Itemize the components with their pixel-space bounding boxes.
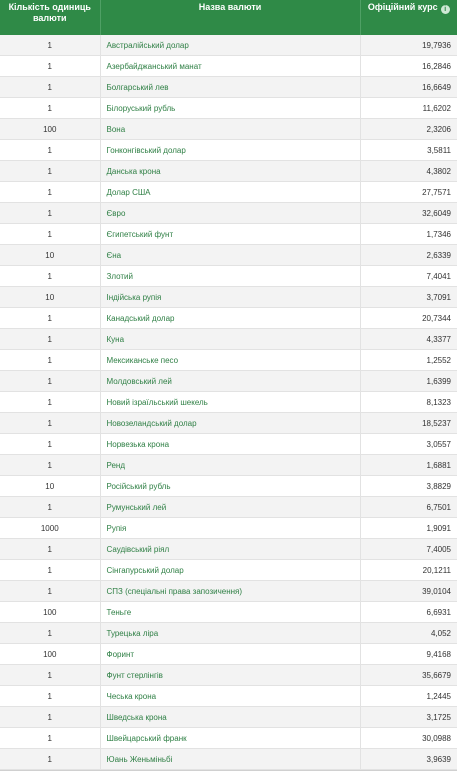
table-row bbox=[0, 308, 457, 329]
currency-name-cell[interactable]: Теньге bbox=[100, 602, 360, 623]
units-cell: 1 bbox=[0, 623, 100, 644]
currency-name-cell[interactable]: Долар США bbox=[100, 182, 360, 203]
currency-name-cell[interactable]: Вона bbox=[100, 119, 360, 140]
rate-cell: 7,4041 bbox=[360, 266, 457, 287]
currency-name-cell[interactable]: Російський рубль bbox=[100, 476, 360, 497]
units-cell: 1 bbox=[0, 686, 100, 707]
rate-cell: 16,6649 bbox=[360, 77, 457, 98]
table-row bbox=[0, 434, 457, 455]
table-row bbox=[0, 203, 457, 224]
table-row bbox=[0, 602, 457, 623]
units-cell: 1 bbox=[0, 77, 100, 98]
table-row bbox=[0, 182, 457, 203]
currency-name-cell[interactable]: Ренд bbox=[100, 455, 360, 476]
units-cell: 1 bbox=[0, 35, 100, 56]
rate-cell: 3,9639 bbox=[360, 749, 457, 770]
currency-name-cell[interactable]: Єна bbox=[100, 245, 360, 266]
rate-cell: 1,6399 bbox=[360, 371, 457, 392]
rate-cell: 32,6049 bbox=[360, 203, 457, 224]
table-row bbox=[0, 686, 457, 707]
rate-cell: 2,3206 bbox=[360, 119, 457, 140]
currency-name-cell[interactable]: Білоруський рубль bbox=[100, 98, 360, 119]
table-row bbox=[0, 77, 457, 98]
currency-name-cell[interactable]: Форинт bbox=[100, 644, 360, 665]
currency-name-cell[interactable]: Єгипетський фунт bbox=[100, 224, 360, 245]
units-cell: 1 bbox=[0, 224, 100, 245]
rate-cell: 8,1323 bbox=[360, 392, 457, 413]
rate-cell: 39,0104 bbox=[360, 581, 457, 602]
units-cell: 1 bbox=[0, 329, 100, 350]
rate-cell: 6,7501 bbox=[360, 497, 457, 518]
units-cell: 1 bbox=[0, 308, 100, 329]
table-row bbox=[0, 749, 457, 770]
units-cell: 100 bbox=[0, 119, 100, 140]
currency-name-cell[interactable]: Молдовський лей bbox=[100, 371, 360, 392]
table-row bbox=[0, 455, 457, 476]
units-header-label: Кількість одиниць валюти bbox=[8, 2, 91, 23]
currency-name-cell[interactable]: Болгарський лев bbox=[100, 77, 360, 98]
rate-cell: 18,5237 bbox=[360, 413, 457, 434]
rate-cell: 20,1211 bbox=[360, 560, 457, 581]
table-row bbox=[0, 119, 457, 140]
table-row bbox=[0, 707, 457, 728]
rate-cell: 6,6931 bbox=[360, 602, 457, 623]
units-cell: 1 bbox=[0, 749, 100, 770]
currency-name-cell[interactable]: Новий ізраїльський шекель bbox=[100, 392, 360, 413]
rate-cell: 30,0988 bbox=[360, 728, 457, 749]
units-cell: 1 bbox=[0, 140, 100, 161]
table-row bbox=[0, 56, 457, 77]
table-row bbox=[0, 623, 457, 644]
rate-cell: 4,3802 bbox=[360, 161, 457, 182]
units-cell: 1 bbox=[0, 392, 100, 413]
rate-cell: 35,6679 bbox=[360, 665, 457, 686]
name-header-label: Назва валюти bbox=[198, 2, 262, 12]
table-row bbox=[0, 245, 457, 266]
table-row bbox=[0, 497, 457, 518]
units-cell: 1 bbox=[0, 203, 100, 224]
rate-cell: 16,2846 bbox=[360, 56, 457, 77]
currency-name-cell[interactable]: Мексиканське песо bbox=[100, 350, 360, 371]
currency-name-cell[interactable]: Сінгапурський долар bbox=[100, 560, 360, 581]
units-cell: 1 bbox=[0, 161, 100, 182]
units-cell: 10 bbox=[0, 245, 100, 266]
rate-cell: 11,6202 bbox=[360, 98, 457, 119]
units-cell: 1 bbox=[0, 455, 100, 476]
rate-cell: 1,9091 bbox=[360, 518, 457, 539]
currency-name-cell[interactable]: Гонконгівський долар bbox=[100, 140, 360, 161]
table-bottom-divider bbox=[0, 770, 457, 771]
currency-name-cell[interactable]: Турецька ліра bbox=[100, 623, 360, 644]
currency-name-cell[interactable]: Індійська рупія bbox=[100, 287, 360, 308]
currency-name-cell[interactable]: Австралійський долар bbox=[100, 35, 360, 56]
currency-name-cell[interactable]: Шведська крона bbox=[100, 707, 360, 728]
table-row bbox=[0, 161, 457, 182]
rate-cell: 1,2445 bbox=[360, 686, 457, 707]
column-header-rate[interactable] bbox=[360, 0, 457, 35]
currency-name-cell[interactable]: Юань Женьміньбі bbox=[100, 749, 360, 770]
table-row bbox=[0, 539, 457, 560]
rate-cell: 3,5811 bbox=[360, 140, 457, 161]
table-row bbox=[0, 98, 457, 119]
currency-name-cell[interactable]: Канадський долар bbox=[100, 308, 360, 329]
units-cell: 10 bbox=[0, 287, 100, 308]
currency-name-cell[interactable]: Рупія bbox=[100, 518, 360, 539]
rate-cell: 9,4168 bbox=[360, 644, 457, 665]
table-row bbox=[0, 644, 457, 665]
rate-cell: 2,6339 bbox=[360, 245, 457, 266]
units-cell: 1 bbox=[0, 728, 100, 749]
units-cell: 100 bbox=[0, 602, 100, 623]
rate-cell: 4,052 bbox=[360, 623, 457, 644]
currency-name-cell[interactable]: Данська крона bbox=[100, 161, 360, 182]
rate-cell: 20,7344 bbox=[360, 308, 457, 329]
currency-name-cell[interactable]: Румунський лей bbox=[100, 497, 360, 518]
units-cell: 10 bbox=[0, 476, 100, 497]
units-cell: 1 bbox=[0, 182, 100, 203]
currency-name-cell[interactable]: Євро bbox=[100, 203, 360, 224]
currency-name-cell[interactable]: Швейцарський франк bbox=[100, 728, 360, 749]
units-cell: 1 bbox=[0, 98, 100, 119]
rate-cell: 3,0557 bbox=[360, 434, 457, 455]
column-header-units[interactable] bbox=[0, 0, 100, 35]
table-row bbox=[0, 266, 457, 287]
info-icon[interactable]: i bbox=[441, 5, 450, 14]
rate-cell: 3,8829 bbox=[360, 476, 457, 497]
units-cell: 1 bbox=[0, 371, 100, 392]
table-row bbox=[0, 518, 457, 539]
units-cell: 1 bbox=[0, 560, 100, 581]
currency-name-cell[interactable]: Саудівський ріял bbox=[100, 539, 360, 560]
currency-name-cell[interactable]: Куна bbox=[100, 329, 360, 350]
currency-name-cell[interactable]: Новозеландський долар bbox=[100, 413, 360, 434]
units-cell: 1 bbox=[0, 581, 100, 602]
rate-cell: 1,7346 bbox=[360, 224, 457, 245]
units-cell: 1 bbox=[0, 266, 100, 287]
table-row bbox=[0, 287, 457, 308]
table-row bbox=[0, 476, 457, 497]
units-cell: 1 bbox=[0, 665, 100, 686]
table-header-row bbox=[0, 0, 457, 35]
table-row bbox=[0, 350, 457, 371]
units-cell: 1 bbox=[0, 350, 100, 371]
table-row bbox=[0, 665, 457, 686]
currency-name-cell[interactable]: Азербайджанський манат bbox=[100, 56, 360, 77]
currency-name-cell[interactable]: Чеська крона bbox=[100, 686, 360, 707]
rate-cell: 27,7571 bbox=[360, 182, 457, 203]
rate-cell: 3,1725 bbox=[360, 707, 457, 728]
table-row bbox=[0, 329, 457, 350]
currency-name-cell[interactable]: СПЗ (спеціальні права запозичення) bbox=[100, 581, 360, 602]
table-row bbox=[0, 224, 457, 245]
table-row bbox=[0, 413, 457, 434]
currency-name-cell[interactable]: Норвезька крона bbox=[100, 434, 360, 455]
units-cell: 100 bbox=[0, 644, 100, 665]
column-header-name[interactable] bbox=[100, 0, 360, 35]
rate-cell: 1,2552 bbox=[360, 350, 457, 371]
table-row bbox=[0, 560, 457, 581]
units-cell: 1 bbox=[0, 539, 100, 560]
units-cell: 1 bbox=[0, 434, 100, 455]
units-cell: 1 bbox=[0, 707, 100, 728]
rate-cell: 4,3377 bbox=[360, 329, 457, 350]
units-cell: 1 bbox=[0, 56, 100, 77]
rate-cell: 1,6881 bbox=[360, 455, 457, 476]
currency-name-cell[interactable]: Фунт стерлінгів bbox=[100, 665, 360, 686]
table-row bbox=[0, 371, 457, 392]
table-row bbox=[0, 728, 457, 749]
rate-cell: 19,7936 bbox=[360, 35, 457, 56]
units-cell: 1000 bbox=[0, 518, 100, 539]
units-cell: 1 bbox=[0, 413, 100, 434]
table-row bbox=[0, 581, 457, 602]
table-body bbox=[0, 35, 457, 770]
units-cell: 1 bbox=[0, 497, 100, 518]
currency-name-cell[interactable]: Злотий bbox=[100, 266, 360, 287]
table-row bbox=[0, 35, 457, 56]
rate-cell: 3,7091 bbox=[360, 287, 457, 308]
rate-cell: 7,4005 bbox=[360, 539, 457, 560]
table-row bbox=[0, 392, 457, 413]
rate-header-label: Офіційний курс bbox=[367, 2, 438, 12]
table-row bbox=[0, 140, 457, 161]
